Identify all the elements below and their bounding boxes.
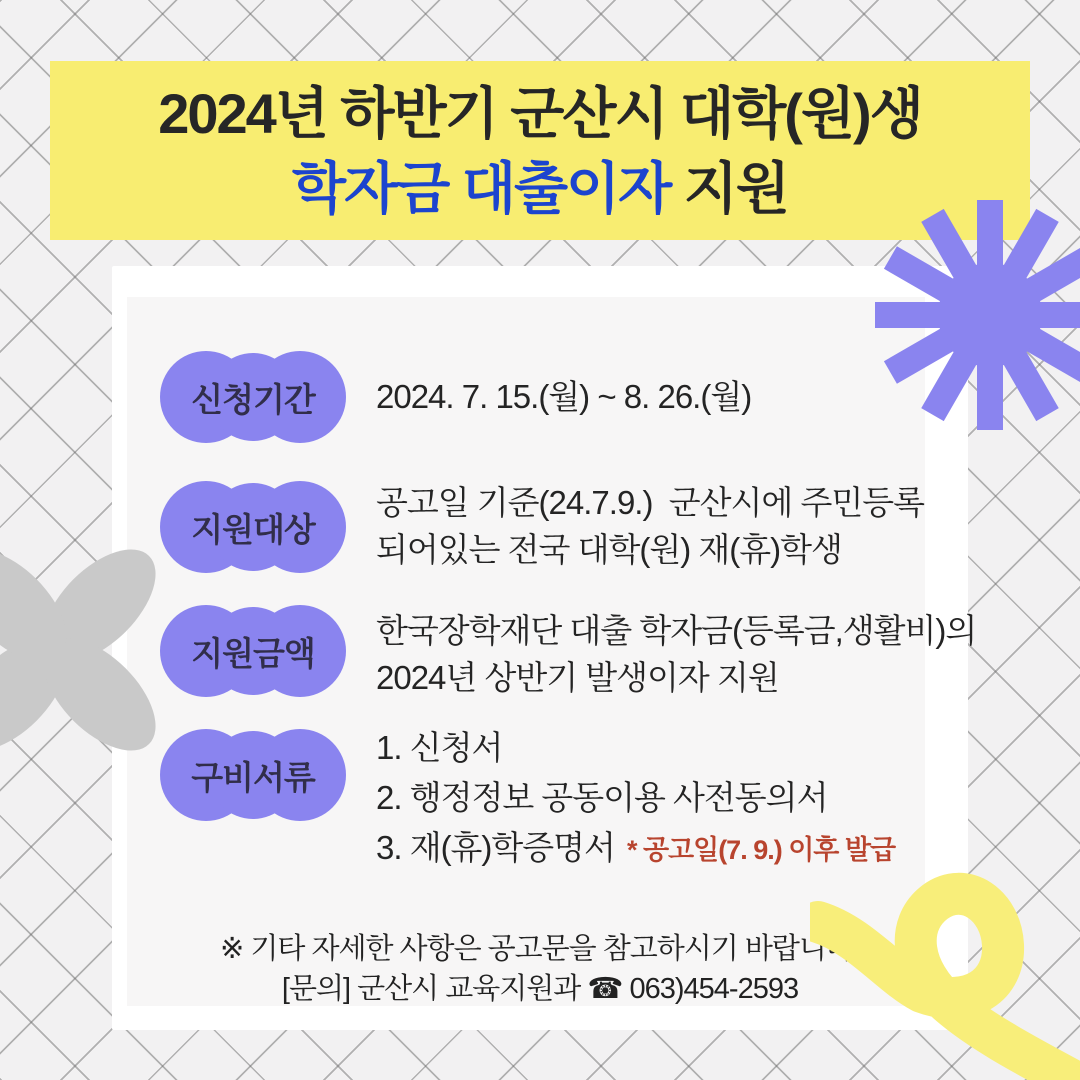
document-item-2: 2. 행정정보 공동이용 사전동의서: [376, 779, 828, 816]
title-banner: [50, 61, 1030, 240]
section-text-line: 공고일 기준(24.7.9.) 군산시에 주민등록: [376, 484, 924, 521]
title-line2-highlight: 학자금 대출이자: [292, 156, 671, 220]
title-line1: 2024년 하반기 군산시 대학(원)생: [158, 81, 922, 145]
section-text-line: 한국장학재단 대출 학자금(등록금,생활비)의: [376, 612, 977, 649]
document-item-1: 1. 신청서: [376, 729, 503, 766]
section-required-documents: [376, 723, 895, 875]
footer-notice: ※ 기타 자세한 사항은 공고문을 참고하시기 바랍니다.: [220, 933, 860, 965]
footer: [112, 929, 968, 1009]
badge-support-amount: [160, 605, 346, 697]
badge-required-documents: [160, 729, 346, 821]
section-application-period: [376, 373, 751, 420]
badge-eligibility: [160, 481, 346, 573]
badge-label: 구비서류: [191, 758, 315, 796]
issue-date-note: * 공고일(7. 9.) 이후 발급: [626, 835, 896, 865]
section-text-line: 되어있는 전국 대학(원) 재(휴)학생: [376, 531, 842, 568]
badge-label: 지원대상: [191, 510, 315, 548]
section-text-line: 2024. 7. 15.(월) ~ 8. 26.(월): [376, 378, 752, 415]
badge-label: 신청기간: [191, 380, 315, 418]
section-support-amount: [376, 607, 976, 701]
footer-contact: [문의] 군산시 교육지원과 ☎ 063)454-2593: [281, 973, 799, 1005]
document-item-3-row: [376, 823, 895, 875]
section-eligibility: [376, 479, 924, 573]
badge-label: 지원금액: [191, 634, 315, 672]
badge-application-period: [160, 351, 346, 443]
section-text-line: 2024년 상반기 발생이자 지원: [376, 659, 779, 696]
title-line2: [292, 151, 788, 226]
document-item-3: 3. 재(휴)학증명서: [376, 829, 615, 866]
title-line2-tail: 지원: [670, 156, 788, 220]
